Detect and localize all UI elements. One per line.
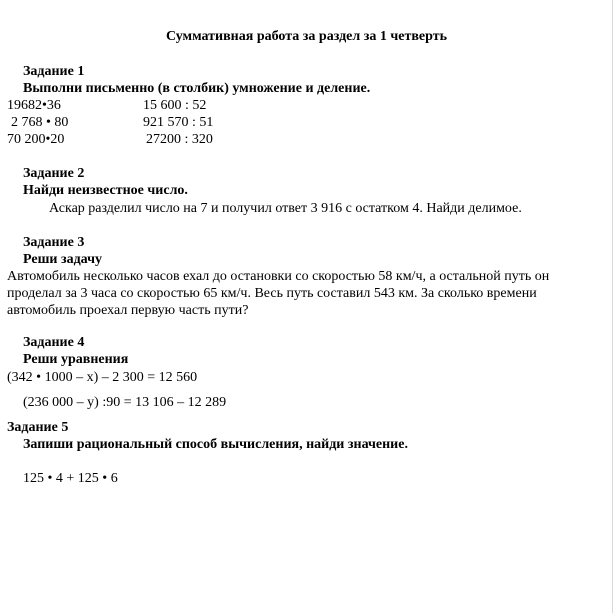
- task3-line3: автомобиль проехал первую часть пути?: [7, 303, 249, 318]
- task1-heading: Задание 1: [23, 64, 85, 79]
- task4-heading: Задание 4: [23, 335, 85, 350]
- task1-row2-right: 921 570 : 51: [143, 115, 214, 130]
- task5-heading: Задание 5: [7, 420, 69, 435]
- task5-expression: 125 • 4 + 125 • 6: [23, 471, 118, 486]
- task3-line2: проделал за 3 часа со скоростью 65 км/ч. Весь путь составил 543 км. За сколько времени: [7, 286, 537, 301]
- task1-row2-left: 2 768 • 80: [11, 115, 69, 130]
- task4-instruction: Реши уравнения: [23, 352, 129, 367]
- task4-equation2: (236 000 – у) :90 = 13 106 – 12 289: [23, 395, 227, 410]
- task4-equation1: (342 • 1000 – х) – 2 300 = 12 560: [7, 370, 198, 385]
- task3-instruction: Реши задачу: [23, 252, 103, 267]
- task1-row3-left: 70 200•20: [7, 132, 65, 147]
- task3-line1: Автомобиль несколько часов ехал до остановки со скоростью 58 км/ч, а остальной путь он: [7, 269, 550, 284]
- task2-heading: Задание 2: [23, 166, 85, 181]
- task1-row1-right: 15 600 : 52: [143, 98, 207, 113]
- task1-instruction: Выполни письменно (в столбик) умножение и деление.: [23, 81, 371, 96]
- task2-instruction: Найди неизвестное число.: [23, 183, 188, 198]
- document-title: Суммативная работа за раздел за 1 четверть: [165, 29, 447, 44]
- task1-row1-left: 19682•36: [7, 98, 61, 113]
- task3-heading: Задание 3: [23, 235, 85, 250]
- task1-row3-right: 27200 : 320: [146, 132, 213, 147]
- task5-instruction: Запиши рациональный способ вычисления, найди значение.: [23, 437, 408, 452]
- task2-text: Аскар разделил число на 7 и получил ответ 3 916 с остатком 4. Найди делимое.: [49, 201, 522, 216]
